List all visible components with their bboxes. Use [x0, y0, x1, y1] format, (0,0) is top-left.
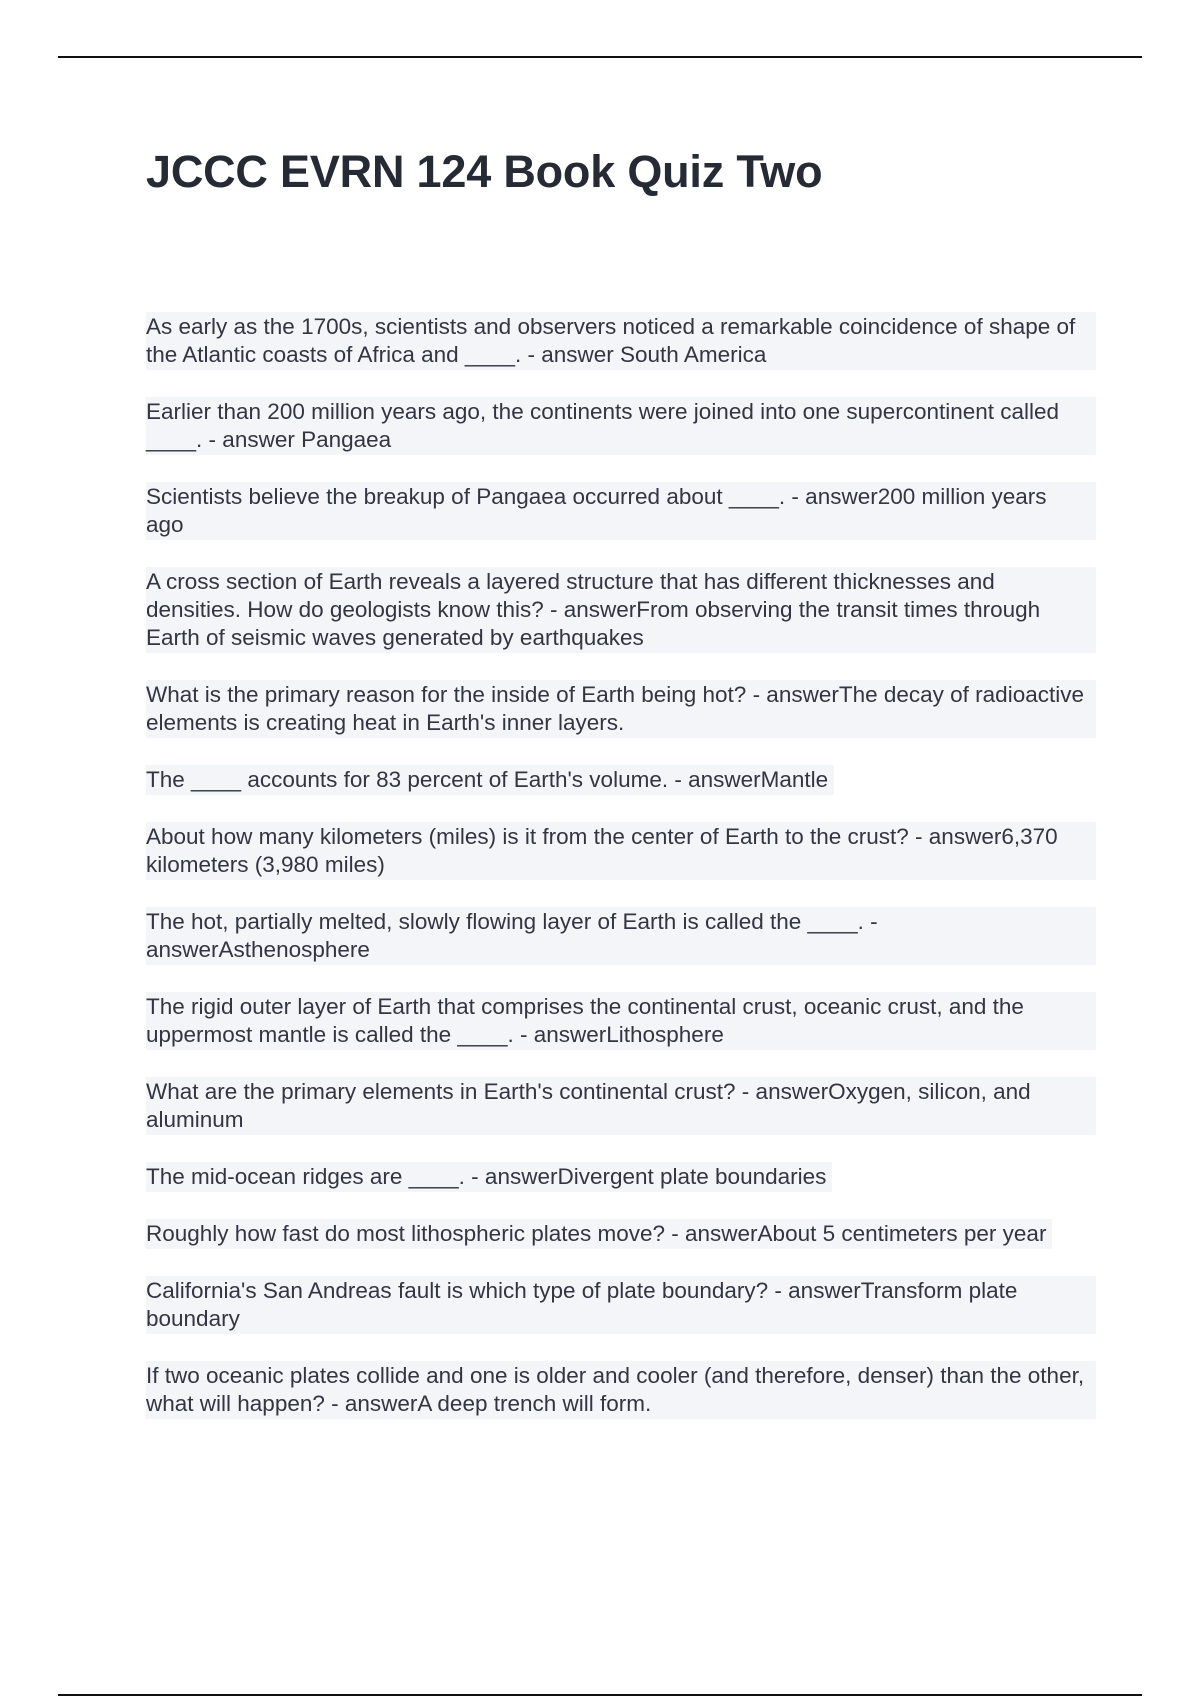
- question-item: Roughly how fast do most lithospheric plates move? - answerAbout 5 centimeters per year: [146, 1219, 1052, 1249]
- question-item: If two oceanic plates collide and one is older and cooler (and therefore, denser) than the other, what will happen? - answerA deep trench will form.: [146, 1361, 1096, 1419]
- question-item: California's San Andreas fault is which type of plate boundary? - answerTransform plate boundary: [146, 1276, 1096, 1334]
- question-item: Scientists believe the breakup of Pangaea occurred about ____. - answer200 million years ago: [146, 482, 1096, 540]
- top-rule: [58, 56, 1142, 58]
- question-list: [146, 312, 1096, 1446]
- question-item: What is the primary reason for the inside of Earth being hot? - answerThe decay of radioactive elements is creating heat in Earth's inner layers.: [146, 680, 1096, 738]
- question-item: The mid-ocean ridges are ____. - answerDivergent plate boundaries: [146, 1162, 832, 1192]
- question-item: The rigid outer layer of Earth that comprises the continental crust, oceanic crust, and the uppermost mantle is called the ____. - answerLithosphere: [146, 992, 1096, 1050]
- question-item: Earlier than 200 million years ago, the continents were joined into one supercontinent called ____. - answer Pangaea: [146, 397, 1096, 455]
- question-item: A cross section of Earth reveals a layered structure that has different thicknesses and densities. How do geologists know this? - answerFrom observing the transit times through Earth of seismic waves generated by earthquakes: [146, 567, 1096, 653]
- question-item: The hot, partially melted, slowly flowing layer of Earth is called the ____. - answerAsthenosphere: [146, 907, 1096, 965]
- question-item: About how many kilometers (miles) is it from the center of Earth to the crust? - answer6,370 kilometers (3,980 miles): [146, 822, 1096, 880]
- question-item: As early as the 1700s, scientists and observers noticed a remarkable coincidence of shape of the Atlantic coasts of Africa and ____. - answer South America: [146, 312, 1096, 370]
- page-title: JCCC EVRN 124 Book Quiz Two: [146, 146, 823, 197]
- question-item: The ____ accounts for 83 percent of Earth's volume. - answerMantle: [146, 765, 834, 795]
- bottom-rule: [58, 1694, 1142, 1696]
- question-item: What are the primary elements in Earth's continental crust? - answerOxygen, silicon, and aluminum: [146, 1077, 1096, 1135]
